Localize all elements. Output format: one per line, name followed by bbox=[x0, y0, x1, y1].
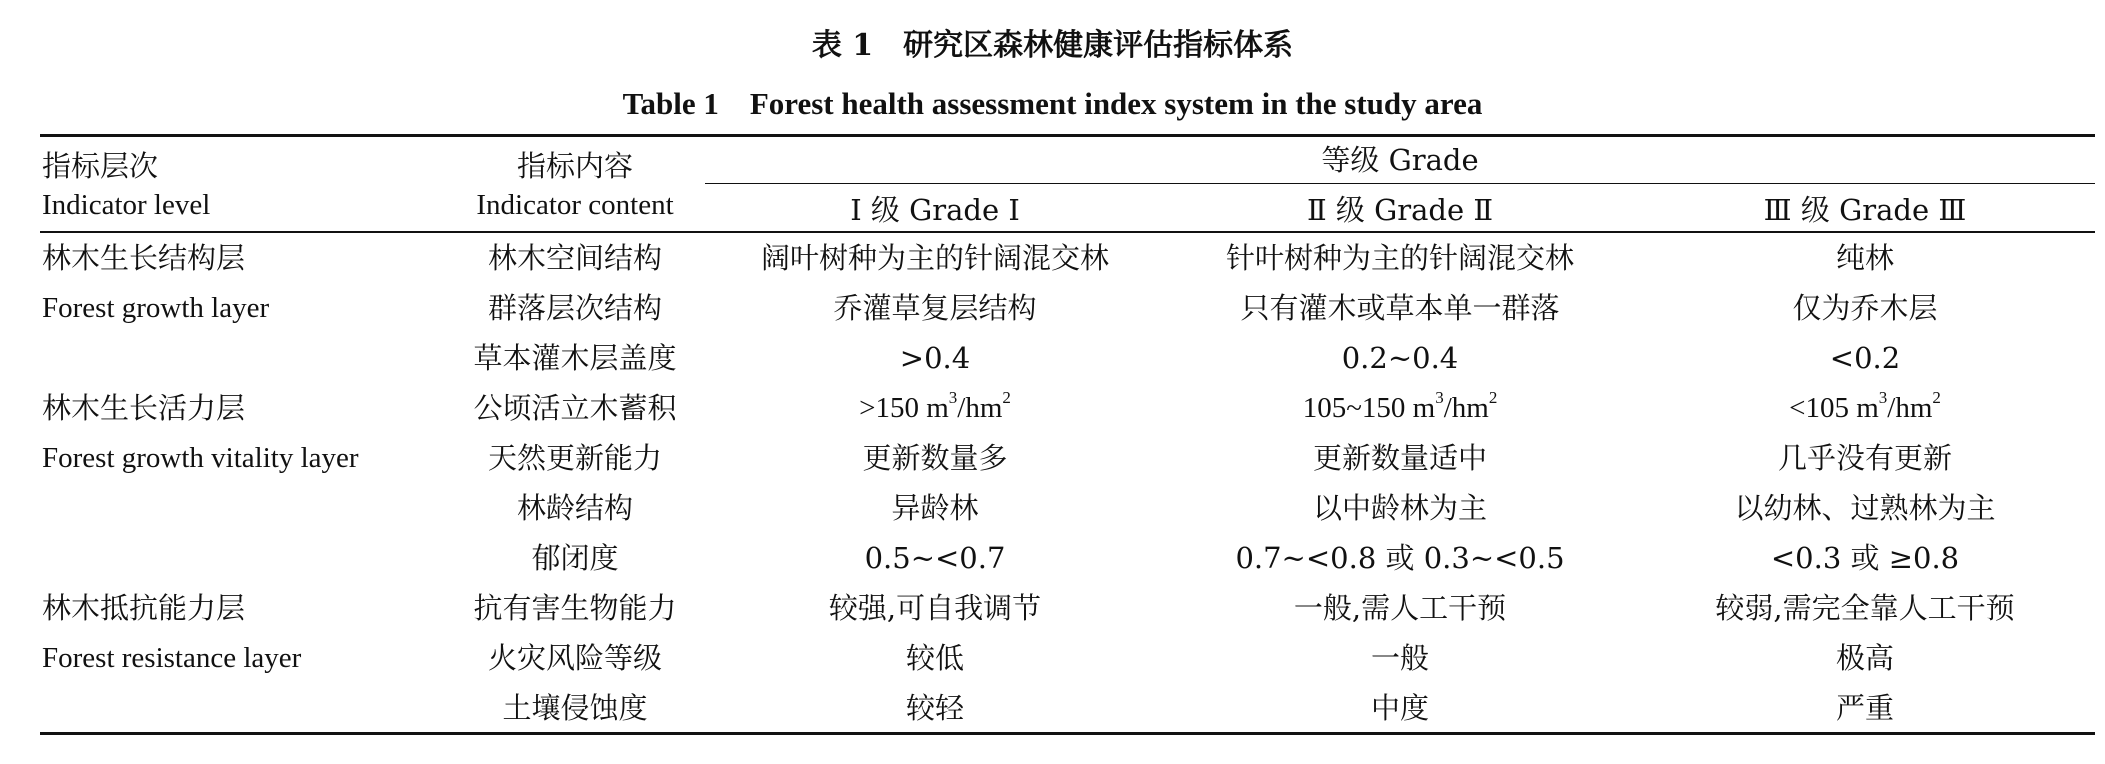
header-grade2: Ⅱ 级 Grade Ⅱ bbox=[1306, 193, 1494, 227]
cell-grade1: 更新数量多 bbox=[862, 441, 1008, 475]
cell-grade2: 0.7~<0.8 或 0.3~<0.5 bbox=[1235, 541, 1565, 575]
header-grade: 等级 Grade bbox=[1321, 143, 1479, 177]
cell-grade3: 纯林 bbox=[1835, 241, 1894, 275]
cell-grade2: 0.2~0.4 bbox=[1341, 341, 1459, 375]
cell-content: 草本灌木层盖度 bbox=[473, 341, 677, 375]
table-caption-en: Table 1 Forest health assessment index system in the study area bbox=[622, 86, 1483, 121]
header-grade3: Ⅲ 级 Grade Ⅲ bbox=[1763, 193, 1967, 227]
unit-part: 2 bbox=[1932, 388, 1941, 408]
cell-grade1: 较强,可自我调节 bbox=[828, 591, 1042, 625]
bottom-rule bbox=[40, 732, 2095, 735]
unit-part: 3 bbox=[1878, 388, 1888, 408]
cell-level: Forest growth layer bbox=[42, 292, 270, 324]
cell-content: 火灾风险等级 bbox=[487, 641, 662, 675]
cell-grade2 bbox=[1165, 388, 1635, 428]
cell-grade2: 一般,需人工干预 bbox=[1293, 591, 1507, 625]
unit-part: 105~150 m bbox=[1302, 392, 1436, 424]
cell-level: 林木生长活力层 bbox=[42, 391, 246, 425]
cell-grade1: 0.5~<0.7 bbox=[864, 541, 1006, 575]
cell-grade1: 异龄林 bbox=[891, 491, 979, 525]
cell-grade3: <0.2 bbox=[1829, 341, 1901, 375]
cell-grade2: 只有灌木或草本单一群落 bbox=[1240, 291, 1560, 325]
cell-level: 林木抵抗能力层 bbox=[42, 591, 246, 625]
cell-content: 天然更新能力 bbox=[487, 441, 662, 475]
cell-content: 林木空间结构 bbox=[487, 241, 662, 275]
cell-level: Forest resistance layer bbox=[42, 642, 302, 674]
header-content-en: Indicator content bbox=[476, 189, 674, 221]
header-rule bbox=[40, 231, 2095, 233]
unit-part: /hm bbox=[1887, 392, 1933, 424]
cell-grade3: 几乎没有更新 bbox=[1777, 441, 1952, 475]
cell-grade3: 极高 bbox=[1835, 641, 1894, 675]
top-rule bbox=[40, 134, 2095, 137]
cell-level: Forest growth vitality layer bbox=[42, 442, 359, 474]
unit-part: /hm bbox=[1443, 392, 1489, 424]
unit-part: 3 bbox=[1435, 388, 1444, 408]
cell-grade2: 更新数量适中 bbox=[1312, 441, 1487, 475]
header-content-cn: 指标内容 bbox=[516, 149, 633, 183]
unit-part: >150 m bbox=[859, 392, 949, 424]
unit-part: <105 m bbox=[1789, 392, 1879, 424]
cell-grade3 bbox=[1635, 388, 2095, 428]
cell-content: 土壤侵蚀度 bbox=[502, 691, 648, 725]
cell-content: 群落层次结构 bbox=[487, 291, 662, 325]
cell-content: 林龄结构 bbox=[516, 491, 633, 525]
cell-grade2: 一般 bbox=[1370, 641, 1429, 675]
cell-grade3: 较弱,需完全靠人工干预 bbox=[1715, 591, 2015, 625]
cell-grade3: <0.3 或 ≥0.8 bbox=[1770, 541, 1960, 575]
unit-part: /hm bbox=[957, 392, 1003, 424]
cell-content: 郁闭度 bbox=[531, 541, 619, 575]
cell-content: 公顷活立木蓄积 bbox=[473, 391, 677, 425]
cell-grade1: 乔灌草复层结构 bbox=[833, 291, 1037, 325]
unit-part: 2 bbox=[1002, 388, 1011, 408]
header-grade1: Ⅰ 级 Grade Ⅰ bbox=[850, 193, 1020, 227]
cell-grade3: 严重 bbox=[1835, 691, 1894, 725]
unit-part: 2 bbox=[1488, 388, 1498, 408]
cell-grade1: 较轻 bbox=[905, 691, 964, 725]
cell-grade3: 仅为乔木层 bbox=[1792, 291, 1938, 325]
cell-grade2: 以中龄林为主 bbox=[1312, 491, 1487, 525]
header-level-en: Indicator level bbox=[42, 189, 211, 221]
table-caption-cn: 表 1 研究区森林健康评估指标体系 bbox=[811, 28, 1294, 63]
cell-grade1: >0.4 bbox=[899, 341, 971, 375]
header-level-cn: 指标层次 bbox=[42, 149, 159, 183]
cell-grade2: 针叶树种为主的针阔混交林 bbox=[1225, 241, 1574, 275]
cell-grade2: 中度 bbox=[1370, 691, 1429, 725]
cell-grade1: 阔叶树种为主的针阔混交林 bbox=[760, 241, 1109, 275]
cell-grade3: 以幼林、过熟林为主 bbox=[1734, 491, 1996, 525]
cell-grade1: 较低 bbox=[905, 641, 964, 675]
cell-content: 抗有害生物能力 bbox=[473, 591, 677, 625]
cell-grade1 bbox=[705, 388, 1165, 428]
cell-level: 林木生长结构层 bbox=[42, 241, 246, 275]
grade-subrule bbox=[705, 183, 2095, 184]
unit-part: 3 bbox=[948, 388, 958, 408]
